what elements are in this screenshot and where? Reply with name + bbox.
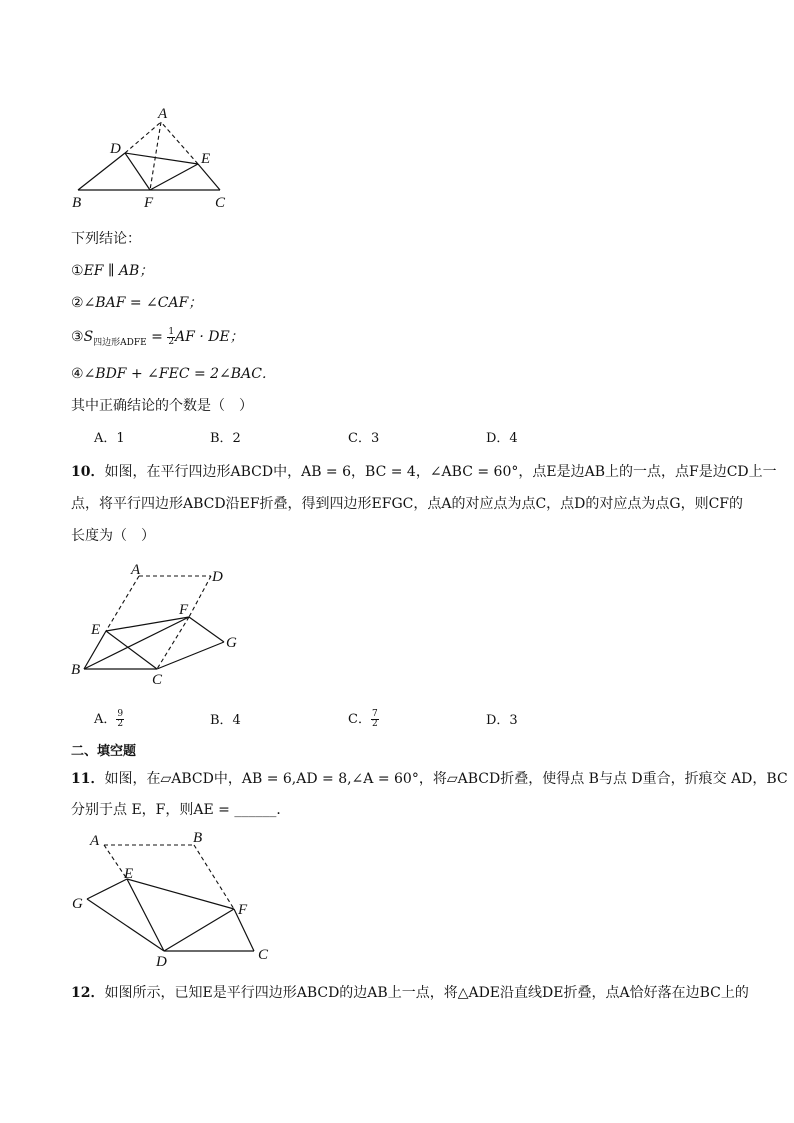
fraction: $\frac{7}{2}$ [371,709,378,729]
q11-line-1 [71,769,788,789]
choice-c[interactable]: C．3 [348,431,380,446]
q9-question: 其中正确结论的个数是（ ） [71,398,253,414]
label-C: C [152,672,163,688]
choice-d[interactable]: D．4 [486,431,518,446]
label-F: F [144,195,154,211]
question-number: 11． [71,771,105,787]
label-B: B [193,830,203,846]
figure-parallelogram-fold-q11 [68,828,278,973]
label-A: A [131,562,141,578]
label-C: C [258,947,269,963]
statement-text: EF ∥ AB； [83,263,154,279]
q11-line-2: 分别于点 E，F，则AE = ______． [71,802,291,818]
label-G: G [226,635,237,651]
q9-statement-3 [71,327,244,353]
label-A: A [90,833,100,849]
label-E: E [201,151,211,167]
area-subscript: 四边形ADFE [93,337,147,348]
question-number: 12． [71,985,105,1001]
label-D: D [212,569,223,585]
label-A: A [158,106,168,122]
q12-line-1 [71,983,749,1003]
choice-d[interactable]: D．3 [486,713,518,728]
choice-c[interactable]: C． $\frac{7}{2}$ [348,709,378,729]
fraction: $\frac{9}{2}$ [117,709,124,729]
choice-a[interactable]: A． $\frac{9}{2}$ [94,709,124,729]
choice-b[interactable]: B．4 [210,713,241,728]
figure-triangle-fold [60,100,260,215]
statement-marker: ③ [71,329,84,345]
label-E: E [91,622,101,638]
statement-text: ∠BDF + ∠FEC = 2∠BAC． [83,366,276,382]
label-E: E [124,866,134,882]
statement-marker: ④ [71,366,84,382]
statement-marker: ② [71,295,84,311]
section-title: 二、填空题 [71,744,137,759]
label-C: C [215,195,226,211]
choice-a[interactable]: A．1 [94,431,125,446]
choice-b[interactable]: B．2 [210,431,241,446]
q9-intro: 下列结论： [71,231,141,247]
equals: = [146,329,168,345]
q12-text-1: 如图所示，已知E是平行四边形ABCD的边AB上一点，将△ADE沿直线DE折叠，点A恰好落在边BC上的 [104,985,749,1001]
fraction-half: $\frac{1}{2}$ [168,326,175,347]
q9-statement-1 [71,261,153,281]
label-F: F [238,902,248,918]
label-G: G [72,896,83,912]
q10-text-1: 如图，在平行四边形ABCD中，AB = 6，BC = 4，∠ABC = 60°，点E是边AB上的一点，点F是边CD上一 [104,464,777,480]
statement-text: AF · DE； [175,329,244,345]
q11-text-1: 如图，在▱ABCD中，AB = 6,AD = 8,∠A = 60°，将▱ABCD折叠，使得点 B与点 D重合，折痕交 AD，BC [104,771,788,787]
area-symbol: S [83,329,94,345]
label-D: D [156,954,167,970]
label-B: B [71,662,81,678]
q10-line-2: 点，将平行四边形ABCD沿EF折叠，得到四边形EFGC，点A的对应点为点C，点D的对应点为点G，则CF的 [71,496,744,512]
q10-line-3: 长度为（ ） [71,528,155,544]
label-F: F [179,602,189,618]
q9-statement-2 [71,293,202,313]
statement-marker: ① [71,263,84,279]
question-number: 10． [71,464,105,480]
q9-statement-4 [71,364,276,384]
label-B: B [72,195,82,211]
figure-parallelogram-fold-q10 [68,560,258,690]
q10-line-1 [71,462,777,482]
label-D: D [110,141,121,157]
statement-text: ∠BAF = ∠CAF； [83,295,203,311]
